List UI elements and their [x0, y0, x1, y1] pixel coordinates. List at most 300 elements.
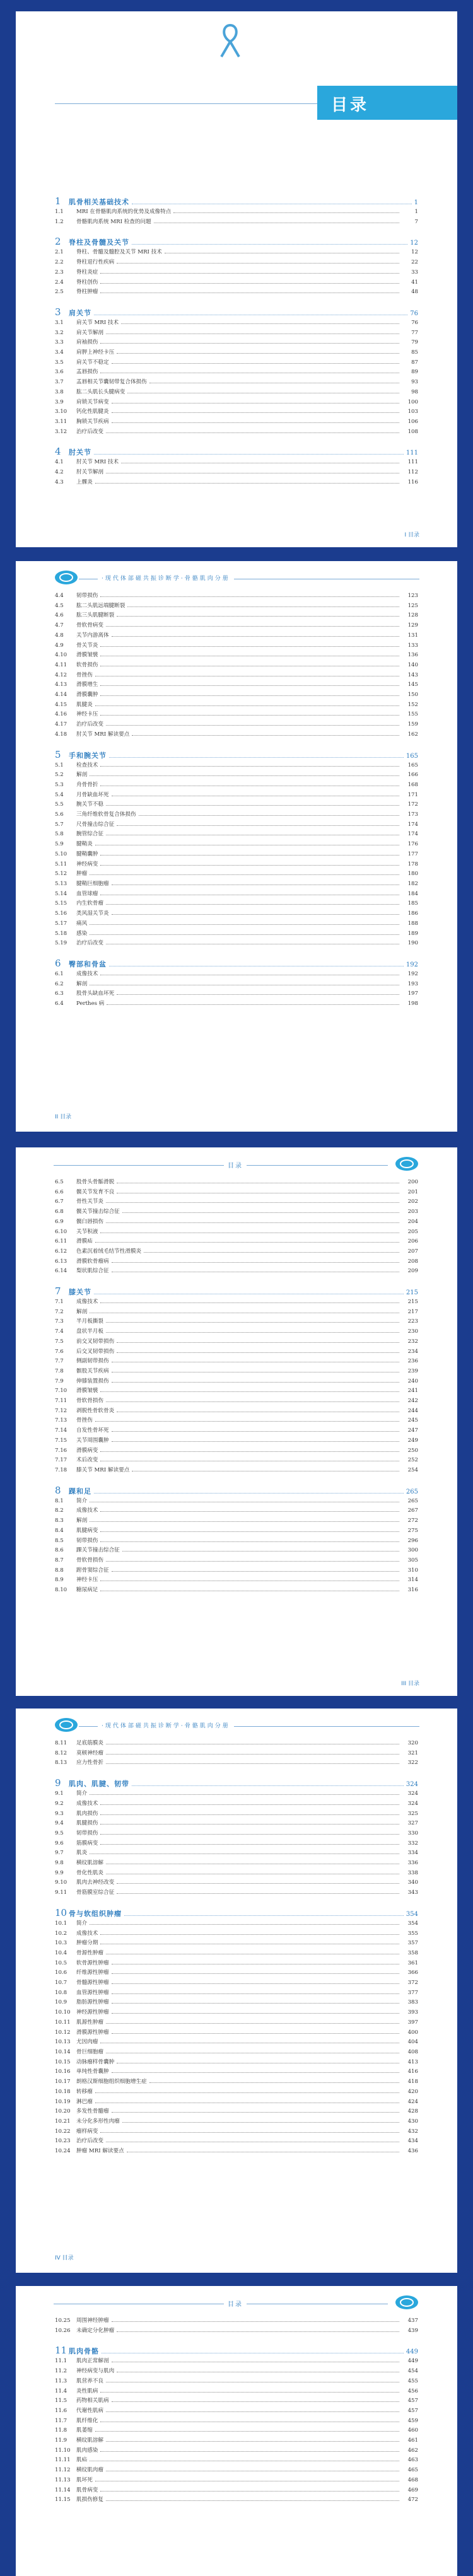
dot-leader — [109, 757, 404, 758]
section-page-number: 244 — [407, 1407, 418, 1414]
toc-entry[interactable] — [55, 1396, 418, 1407]
section-page-number: 416 — [407, 2068, 418, 2075]
toc-entry[interactable] — [55, 1878, 418, 1888]
section-page-number: 449 — [407, 2358, 418, 2365]
section-number: 5.2 — [55, 772, 64, 779]
toc-entry[interactable] — [55, 970, 418, 980]
toc-entry[interactable] — [55, 720, 418, 730]
chapter-page-number: 324 — [406, 1781, 418, 1789]
chapter-page-number: 449 — [406, 2348, 418, 2356]
section-number: 10.4 — [55, 1949, 67, 1956]
toc-entry[interactable] — [55, 407, 418, 417]
dot-leader — [100, 685, 399, 686]
toc-entry[interactable] — [55, 2486, 418, 2496]
section-title: 骨挫伤 — [76, 1417, 93, 1424]
section-number: 7.6 — [55, 1348, 64, 1355]
section-title: 横纹肌肉瘤 — [76, 2467, 103, 2474]
toc-entry[interactable] — [55, 1819, 418, 1829]
toc-entry[interactable] — [55, 591, 418, 601]
chapter — [55, 2346, 418, 2505]
section-number: 4.10 — [55, 652, 67, 659]
toc-entry[interactable] — [55, 1456, 418, 1466]
toc-entry[interactable] — [55, 980, 418, 990]
section-page-number: 265 — [407, 1497, 418, 1504]
toc-entry[interactable] — [55, 2357, 418, 2367]
section-page-number: 357 — [407, 1940, 418, 1947]
toc-entry[interactable] — [55, 761, 418, 771]
running-header-band — [16, 1718, 457, 1736]
toc-entry[interactable] — [55, 1919, 418, 1929]
toc-entry[interactable] — [55, 1466, 418, 1476]
section-page-number: 192 — [407, 970, 418, 977]
toc-entry[interactable] — [55, 287, 418, 298]
section-title: 治疗后改变 — [76, 940, 103, 947]
section-title: 肱三头肌腱断裂 — [76, 612, 115, 619]
toc-entry[interactable] — [55, 2367, 418, 2377]
section-title: 骨软骨病变 — [76, 622, 103, 629]
section-page-number: 245 — [407, 1417, 418, 1424]
section-title: 后交叉韧带损伤 — [76, 1348, 115, 1355]
section-page-number: 230 — [407, 1328, 418, 1335]
dot-leader — [100, 2451, 399, 2452]
toc-entry[interactable] — [55, 601, 418, 612]
toc-entry[interactable] — [55, 1247, 418, 1257]
section-page-number: 430 — [407, 2118, 418, 2125]
section-number: 11.15 — [55, 2497, 71, 2503]
toc-entry[interactable] — [55, 1586, 418, 1596]
section-page-number: 436 — [407, 2148, 418, 2155]
toc-entry[interactable] — [55, 218, 418, 228]
section-title: 骨巨细胞瘤 — [76, 2048, 103, 2055]
section-title: 脊柱炎症 — [76, 269, 98, 276]
section-page-number: 314 — [407, 1577, 418, 1584]
toc-entry[interactable] — [55, 1988, 418, 1999]
toc-entry[interactable] — [55, 651, 418, 661]
section-number: 4.3 — [55, 479, 64, 485]
section-page-number: 454 — [407, 2368, 418, 2375]
section-page-number: 439 — [407, 2327, 418, 2334]
section-page-number: 177 — [407, 850, 418, 857]
toc-entry[interactable] — [55, 1178, 418, 1188]
toc-entry[interactable] — [55, 1497, 418, 1507]
section-page-number: 424 — [407, 2098, 418, 2105]
chapter — [55, 197, 418, 227]
toc-entry[interactable] — [55, 2097, 418, 2108]
toc-entry[interactable] — [55, 830, 418, 840]
dot-leader — [149, 2082, 399, 2083]
dot-leader — [94, 454, 404, 455]
toc-entry[interactable] — [55, 1536, 418, 1546]
section-page-number: 275 — [407, 1527, 418, 1534]
section-title: 腱鞘巨细胞瘤 — [76, 880, 109, 887]
section-title: 简介 — [76, 1790, 88, 1797]
section-page-number: 472 — [407, 2497, 418, 2503]
section-number: 8.9 — [55, 1577, 64, 1584]
toc-entry[interactable] — [55, 458, 418, 468]
toc-entry[interactable] — [55, 820, 418, 830]
toc-entry[interactable] — [55, 661, 418, 671]
section-number: 2.3 — [55, 269, 64, 276]
toc-entry[interactable] — [55, 1446, 418, 1456]
chapter-number: 8 — [55, 1484, 61, 1496]
toc-entry[interactable] — [55, 427, 418, 438]
chapter — [55, 1287, 418, 1476]
toc-entry[interactable] — [55, 2446, 418, 2456]
toc-entry[interactable] — [55, 1516, 418, 1526]
dot-leader — [117, 825, 399, 826]
section-title: 肌腱病变 — [76, 1527, 98, 1534]
section-title: 血管源性肿瘤 — [76, 1989, 109, 1996]
chapter-title: 肌肉骨骼 — [69, 2347, 99, 2356]
chapter-heading[interactable] — [55, 750, 418, 761]
chapter-heading[interactable] — [55, 2346, 418, 2357]
section-title: 内生软骨瘤 — [76, 900, 103, 907]
section-number: 4.16 — [55, 711, 67, 718]
toc-entry[interactable] — [55, 621, 418, 631]
toc-entry[interactable] — [55, 2377, 418, 2387]
toc-entry[interactable] — [55, 1407, 418, 1417]
toc-entry[interactable] — [55, 770, 418, 780]
section-number: 4.9 — [55, 642, 64, 649]
chapter-heading[interactable] — [55, 197, 418, 207]
section-title: 骨软骨损伤 — [76, 1557, 103, 1564]
section-title: 肱二头肌长头腱病变 — [76, 388, 126, 395]
toc-entry[interactable] — [55, 1556, 418, 1566]
toc-entry[interactable] — [55, 2058, 418, 2068]
toc-entry[interactable] — [55, 929, 418, 939]
toc-entry[interactable] — [55, 1416, 418, 1426]
toc-entry[interactable] — [55, 2387, 418, 2397]
folio-3: III 目录 — [401, 1681, 419, 1687]
toc-entry[interactable] — [55, 1968, 418, 1978]
toc-entry[interactable] — [55, 2416, 418, 2427]
toc-entry[interactable] — [55, 468, 418, 478]
dot-leader — [117, 2331, 399, 2332]
toc-entry[interactable] — [55, 680, 418, 690]
toc-entry[interactable] — [55, 1207, 418, 1217]
chapter-heading[interactable] — [55, 1486, 418, 1497]
section-title: 解剖 — [76, 1517, 88, 1524]
dot-leader — [100, 646, 399, 647]
section-title: 骨源性肿瘤 — [76, 1949, 103, 1956]
toc-entry[interactable] — [55, 1357, 418, 1367]
section-page-number: 125 — [407, 602, 418, 609]
toc-entry[interactable] — [55, 348, 418, 358]
toc-entry[interactable] — [55, 2008, 418, 2018]
dot-leader — [94, 1493, 404, 1494]
dot-leader — [112, 1262, 399, 1263]
toc-entry[interactable] — [55, 2466, 418, 2476]
toc-entry[interactable] — [55, 939, 418, 949]
toc-entry[interactable] — [55, 890, 418, 900]
section-number: 9.9 — [55, 1869, 64, 1876]
chapter-heading[interactable] — [55, 1908, 418, 1919]
section-page-number: 321 — [407, 1749, 418, 1756]
toc-entry[interactable] — [55, 631, 418, 641]
toc-entry[interactable] — [55, 2107, 418, 2117]
section-title: 侧副韧带损伤 — [76, 1358, 109, 1365]
section-title: 肌肉正常解剖 — [76, 2358, 109, 2365]
chapter — [55, 1178, 418, 1277]
mulu-header-band — [16, 1157, 457, 1175]
section-page-number: 242 — [407, 1398, 418, 1405]
toc-entry[interactable] — [55, 1506, 418, 1516]
toc-entry[interactable] — [55, 1267, 418, 1277]
toc-entry[interactable] — [55, 2476, 418, 2486]
section-number: 10.10 — [55, 2009, 71, 2016]
section-title: 股骨头缺血坏死 — [76, 990, 115, 997]
section-title: 肌营养不良 — [76, 2377, 103, 2384]
toc-entry[interactable] — [55, 1739, 418, 1749]
toc-entry[interactable] — [55, 2087, 418, 2097]
toc-entry[interactable] — [55, 1337, 418, 1347]
section-title: 滑膜囊肿 — [76, 692, 98, 699]
toc-entry[interactable] — [55, 2067, 418, 2077]
toc-entry[interactable] — [55, 1959, 418, 1969]
toc-entry[interactable] — [55, 258, 418, 268]
toc-entry[interactable] — [55, 1575, 418, 1586]
toc-entry[interactable] — [55, 2326, 418, 2336]
toc-entry[interactable] — [55, 780, 418, 791]
toc-entry[interactable] — [55, 860, 418, 870]
toc-entry[interactable] — [55, 1799, 418, 1809]
toc-entry[interactable] — [55, 1526, 418, 1536]
toc-entry[interactable] — [55, 850, 418, 860]
section-title: 半月板撕裂 — [76, 1318, 103, 1325]
section-title: 成像技术 — [76, 1507, 98, 1514]
section-number: 1.1 — [55, 209, 64, 215]
toc-entry[interactable] — [55, 328, 418, 339]
section-page-number: 174 — [407, 821, 418, 828]
toc-entry[interactable] — [55, 2038, 418, 2048]
section-page-number: 185 — [407, 900, 418, 907]
running-header: ·现代体部磁共振诊断学·骨骼肌肉分册 — [98, 574, 234, 582]
toc-entry[interactable] — [55, 1327, 418, 1337]
section-page-number: 310 — [407, 1567, 418, 1574]
toc-entry[interactable] — [55, 378, 418, 388]
section-page-number: 150 — [407, 692, 418, 699]
section-title: 肌腱损伤 — [76, 1820, 98, 1827]
section-page-number: 361 — [407, 1959, 418, 1966]
section-number: 3.11 — [55, 418, 67, 425]
toc-entry[interactable] — [55, 1237, 418, 1247]
toc-page-3 — [16, 1147, 457, 1696]
toc-entry[interactable] — [55, 710, 418, 720]
dot-leader — [117, 1342, 399, 1343]
section-title: 神经卡压 — [76, 711, 98, 718]
toc-entry[interactable] — [55, 1859, 418, 1869]
chapter — [55, 2316, 418, 2336]
toc-entry[interactable] — [55, 1297, 418, 1308]
toc-entry[interactable] — [55, 671, 418, 681]
toc-entry[interactable] — [55, 2127, 418, 2137]
section-number: 9.5 — [55, 1830, 64, 1836]
toc-entry[interactable] — [55, 899, 418, 909]
dot-leader — [100, 1511, 399, 1512]
toc-entry[interactable] — [55, 791, 418, 801]
toc-entry[interactable] — [55, 840, 418, 850]
chapter-heading[interactable] — [55, 308, 418, 318]
chapter-heading[interactable] — [55, 1287, 418, 1297]
dot-leader — [95, 705, 399, 706]
toc-entry[interactable] — [55, 1929, 418, 1939]
section-title: 滑膜软骨瘤病 — [76, 1258, 109, 1265]
toc-entry[interactable] — [55, 1809, 418, 1819]
toc-entry[interactable] — [55, 2147, 418, 2157]
toc-entry[interactable] — [55, 879, 418, 890]
toc-entry[interactable] — [55, 207, 418, 218]
toc-entry[interactable] — [55, 2077, 418, 2087]
chapter-heading[interactable] — [55, 237, 418, 248]
toc-entry[interactable] — [55, 1426, 418, 1436]
section-number: 3.2 — [55, 329, 64, 336]
section-page-number: 300 — [407, 1547, 418, 1554]
toc-entry[interactable] — [55, 1789, 418, 1799]
toc-entry[interactable] — [55, 2396, 418, 2406]
toc-entry[interactable] — [55, 1367, 418, 1377]
toc-entry[interactable] — [55, 1227, 418, 1238]
toc-entry[interactable] — [55, 690, 418, 700]
chapter — [55, 1486, 418, 1596]
toc-entry[interactable] — [55, 1998, 418, 2008]
toc-entry[interactable] — [55, 641, 418, 651]
chapter-page-number: 1 — [414, 199, 418, 206]
toc-entry[interactable] — [55, 2018, 418, 2028]
toc-entry[interactable] — [55, 478, 418, 488]
toc-entry[interactable] — [55, 1949, 418, 1959]
dot-leader — [100, 273, 399, 274]
section-number: 7.9 — [55, 1378, 64, 1384]
toc-entry[interactable] — [55, 318, 418, 328]
section-title: 韧带损伤 — [76, 1830, 98, 1836]
toc-entry[interactable] — [55, 398, 418, 408]
section-number: 4.12 — [55, 671, 67, 678]
toc-entry[interactable] — [55, 800, 418, 810]
toc-entry[interactable] — [55, 1197, 418, 1207]
toc-entry[interactable] — [55, 1347, 418, 1357]
toc-entry[interactable] — [55, 368, 418, 378]
toc-entry[interactable] — [55, 810, 418, 820]
toc-entry[interactable] — [55, 2048, 418, 2058]
toc-entry[interactable] — [55, 388, 418, 398]
chapter-heading[interactable] — [55, 1778, 418, 1789]
section-page-number: 343 — [407, 1889, 418, 1896]
dot-leader — [106, 805, 399, 806]
section-page-number: 463 — [407, 2457, 418, 2464]
toc-entry[interactable] — [55, 1566, 418, 1576]
toc-entry[interactable] — [55, 2436, 418, 2446]
section-page-number: 462 — [407, 2447, 418, 2454]
toc-entry[interactable] — [55, 2137, 418, 2147]
toc-entry[interactable] — [55, 2495, 418, 2505]
section-number: 4.7 — [55, 622, 64, 629]
toc-entry[interactable] — [55, 1386, 418, 1396]
toc-page-5 — [16, 2286, 457, 2576]
dot-leader — [112, 2112, 399, 2113]
toc-entry[interactable] — [55, 2028, 418, 2038]
toc-entry[interactable] — [55, 358, 418, 368]
section-page-number: 108 — [407, 428, 418, 435]
dot-leader — [100, 2491, 399, 2492]
section-title: 肌肉感染 — [76, 2447, 98, 2454]
toc-entry[interactable] — [55, 1377, 418, 1387]
toc-entry[interactable] — [55, 1869, 418, 1879]
toc-entry[interactable] — [55, 869, 418, 879]
section-page-number: 236 — [407, 1358, 418, 1365]
dot-leader — [112, 1441, 399, 1442]
toc-entry[interactable] — [55, 2426, 418, 2436]
toc-entry[interactable] — [55, 1308, 418, 1318]
section-title: 周围神经肿瘤 — [76, 2318, 109, 2324]
section-page-number: 197 — [407, 990, 418, 997]
section-number: 4.4 — [55, 593, 64, 599]
toc-entry[interactable] — [55, 730, 418, 740]
section-number: 10.17 — [55, 2079, 71, 2086]
toc-entry[interactable] — [55, 2406, 418, 2416]
section-page-number: 76 — [411, 319, 418, 326]
toc-entry[interactable] — [55, 1188, 418, 1198]
toc-entry[interactable] — [55, 1848, 418, 1859]
section-number: 8.3 — [55, 1517, 64, 1524]
toc-entry[interactable] — [55, 248, 418, 258]
toc-entry[interactable] — [55, 1749, 418, 1759]
toc-entry[interactable] — [55, 338, 418, 348]
section-page-number: 111 — [407, 459, 418, 466]
toc-entry[interactable] — [55, 700, 418, 711]
section-title: 腱鞘炎 — [76, 841, 93, 848]
chapter-heading[interactable] — [55, 447, 418, 458]
dot-leader — [100, 1824, 399, 1825]
section-number: 7.14 — [55, 1427, 67, 1434]
section-number: 8.13 — [55, 1760, 67, 1767]
toc-entry[interactable] — [55, 278, 418, 288]
toc-entry[interactable] — [55, 1436, 418, 1446]
section-title: 骨关节炎 — [76, 642, 98, 649]
section-title: 肌骨病变 — [76, 2486, 98, 2493]
chapter-heading[interactable] — [55, 959, 418, 970]
section-page-number: 456 — [407, 2387, 418, 2394]
toc-entry[interactable] — [55, 611, 418, 621]
toc-entry[interactable] — [55, 1939, 418, 1949]
section-page-number: 267 — [407, 1507, 418, 1514]
toc-entry[interactable] — [55, 1829, 418, 1839]
toc-entry[interactable] — [55, 2316, 418, 2326]
toc-entry[interactable] — [55, 1978, 418, 1988]
toc-entry[interactable] — [55, 1546, 418, 1556]
section-number: 8.2 — [55, 1507, 64, 1514]
toc-entry[interactable] — [55, 909, 418, 919]
toc-entry[interactable] — [55, 1317, 418, 1327]
section-number: 3.10 — [55, 409, 67, 415]
toc-entry[interactable] — [55, 2456, 418, 2466]
section-number: 10.3 — [55, 1940, 67, 1947]
toc-entry[interactable] — [55, 919, 418, 929]
toc-entry[interactable] — [55, 417, 418, 427]
toc-entry[interactable] — [55, 1839, 418, 1849]
toc-entry[interactable] — [55, 989, 418, 999]
toc-entry[interactable] — [55, 999, 418, 1009]
toc-entry[interactable] — [55, 1257, 418, 1267]
toc-entry[interactable] — [55, 1888, 418, 1898]
section-title: 糖尿病足 — [76, 1587, 98, 1594]
chapter-title: 肌肉、肌腱、韧带 — [69, 1780, 129, 1789]
section-title: 韧带损伤 — [76, 1537, 98, 1544]
toc-entry[interactable] — [55, 1758, 418, 1768]
toc-entry[interactable] — [55, 2117, 418, 2127]
toc-entry[interactable] — [55, 1217, 418, 1227]
toc-entry[interactable] — [55, 268, 418, 278]
globe-logo-icon — [394, 1154, 419, 1173]
